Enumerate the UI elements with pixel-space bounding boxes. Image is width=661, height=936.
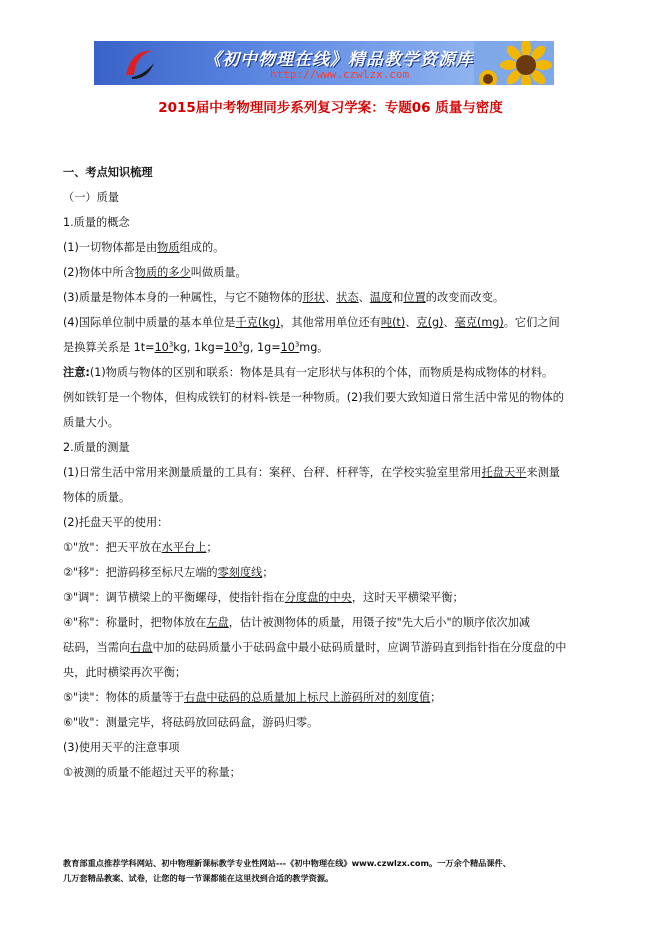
- paragraph-measure-1: (1)日常生活中常用来测量质量的工具有：案秤、台秤、杆秤等，在学校实验室里常用托盘天平来测量: [63, 466, 560, 479]
- paragraph-measure-3-1: ①被测的质量不能超过天平的称量；: [63, 766, 241, 779]
- paragraph-measure-3: (3)使用天平的注意事项: [63, 741, 180, 754]
- note-paragraph-1: 注意:(1)物质与物体的区别和联系：物体是具有一定形状与体积的个体，而物质是构成物体的材料。: [63, 366, 554, 379]
- paragraph-concept-2: (2)物体中所含物质的多少叫做质量。: [63, 266, 247, 279]
- step-store: ⑥"收"：测量完毕，将砝码放回砝码盒，游码归零。: [63, 716, 319, 729]
- item-title-mass-measure: 2.质量的测量: [63, 441, 130, 454]
- step-adjust: ③"调"：调节横梁上的平衡螺母，使指针指在分度盘的中央，这时天平横梁平衡；: [63, 591, 464, 604]
- subsection-heading: （一）质量: [63, 191, 119, 204]
- note-label: 注意:: [63, 366, 90, 379]
- paragraph-measure-1-cont: 物体的质量。: [63, 491, 131, 504]
- footer-line-1: 教育部重点推荐学科网站、初中物理新课标教学专业性网站---《初中物理在线》www.czwlzx.com。一万余个精品课件、: [63, 858, 511, 868]
- paragraph-concept-4: (4)国际单位制中质量的基本单位是千克(kg)，其他常用单位还有吨(t)、克(g)、毫克(mg)。它们之间: [63, 316, 560, 329]
- step-move: ②"移"：把游码移至标尺左端的零刻度线；: [63, 566, 274, 579]
- step-weigh: ④"称"：称量时，把物体放在左盘，估计被测物体的质量，用镊子按"先大后小"的顺序依次加减: [63, 616, 530, 629]
- paragraph-concept-3: (3)质量是物体本身的一种属性，与它不随物体的形状、状态、温度和位置的改变而改变。: [63, 291, 505, 304]
- step-weigh-cont-2: 央，此时横梁再次平衡；: [63, 666, 187, 679]
- document-title: 2015届中考物理同步系列复习学案：专题06 质量与密度: [158, 100, 503, 116]
- step-read: ⑤"读"：物体的质量等于右盘中砝码的总质量加上标尺上游码所对的刻度值；: [63, 691, 442, 704]
- banner-title: 《初中物理在线》精品教学资源库: [204, 50, 474, 70]
- site-logo-icon: [122, 45, 156, 81]
- note-paragraph-2: 例如铁钉是一个物体，但构成铁钉的材料-铁是一种物质。(2)我们要大致知道日常生活中常见的物体的: [63, 391, 564, 404]
- note-paragraph-3: 质量大小。: [63, 416, 119, 429]
- paragraph-unit-conversion: 是换算关系是 $1t=10^3kg$, $1kg=10^3g$, $1g=10^3mg$。: [63, 340, 329, 354]
- section-heading: 一、考点知识梳理: [63, 166, 153, 179]
- page-footer: [63, 856, 623, 886]
- step-weigh-cont-1: 砝码，当需向右盘中加的砝码质量小于砝码盒中最小砝码质量时，应调节游码直到指针指在分度盘的中: [63, 641, 567, 654]
- document-body: [63, 160, 603, 785]
- sunflower-icon: [474, 41, 554, 85]
- item-title-mass-concept: 1.质量的概念: [63, 216, 130, 229]
- footer-line-2: 几万套精品教案、试卷，让您的每一节课都能在这里找到合适的教学资源。: [63, 873, 334, 883]
- paragraph-measure-2: (2)托盘天平的使用：: [63, 516, 169, 529]
- header-banner: [94, 41, 554, 85]
- paragraph-concept-1: (1)一切物体都是由物质组成的。: [63, 241, 225, 254]
- step-place: ①"放"：把天平放在水平台上；: [63, 541, 218, 554]
- banner-url: http://www.czwlzx.com: [270, 68, 410, 81]
